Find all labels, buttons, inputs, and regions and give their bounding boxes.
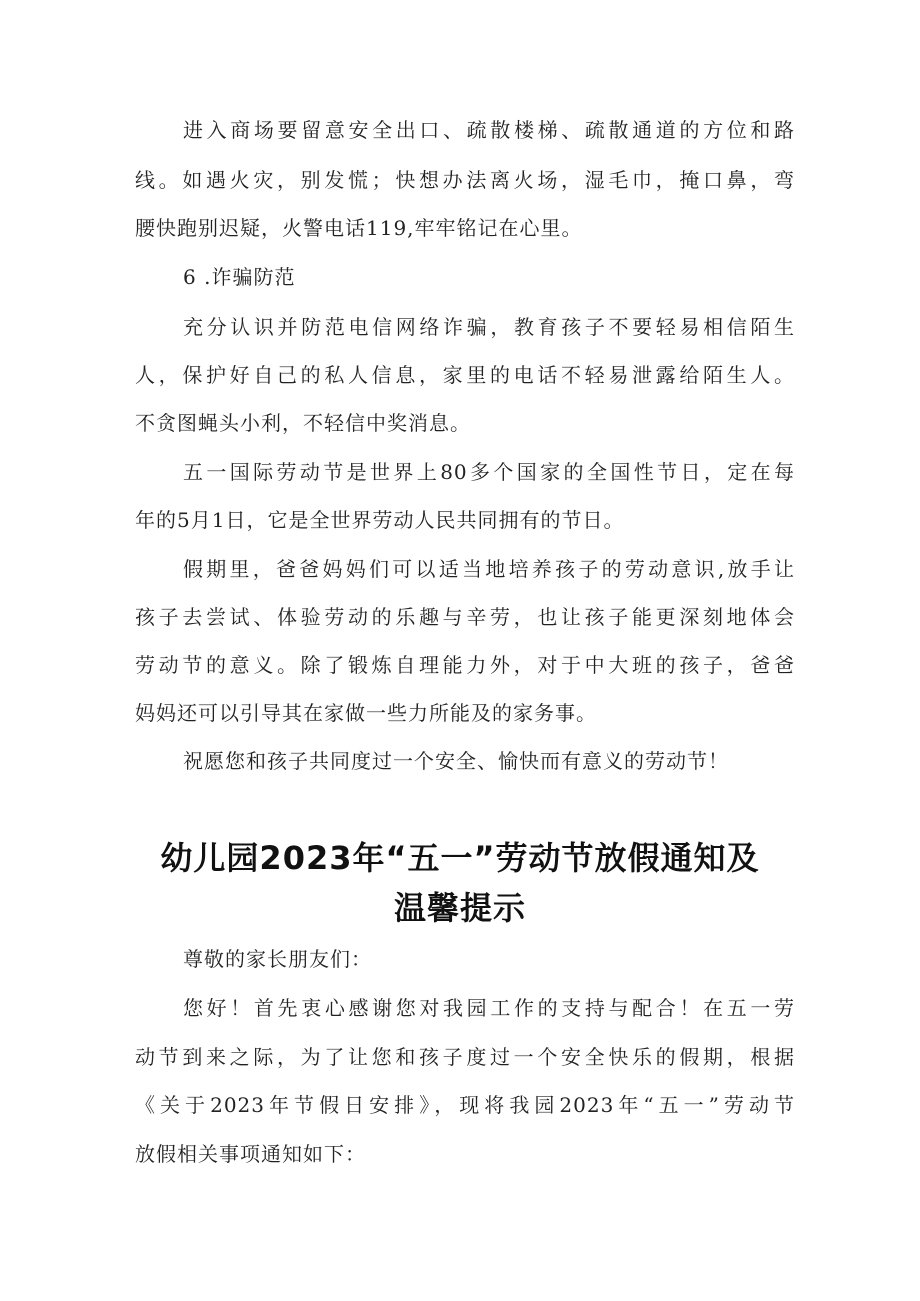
paragraph-line: 动节到来之际，为了让您和孩子度过一个安全快乐的假期，根据 bbox=[135, 1045, 795, 1069]
paragraph-line: 线。如遇火灾，别发慌；快想办法离火场，湿毛巾，掩口鼻，弯 bbox=[135, 168, 795, 192]
paragraph-line: 放假相关事项通知如下： bbox=[135, 1142, 366, 1166]
paragraph-line: 年的5月1日，它是全世界劳动人民共同拥有的节日。 bbox=[135, 508, 625, 532]
document-title-continued: 温馨提示 bbox=[393, 889, 526, 927]
paragraph-line: 孩子去尝试、体验劳动的乐趣与辛劳，也让孩子能更深刻地体会 bbox=[135, 605, 795, 629]
paragraph-line: 腰快跑别迟疑，火警电话119,牢牢铭记在心里。 bbox=[135, 216, 583, 240]
paragraph-line: 《关于2023年节假日安排》，现将我园2023年“五一”劳动节 bbox=[135, 1093, 795, 1117]
paragraph-line: 假期里，爸爸妈妈们可以适当地培养孩子的劳动意识,放手让 bbox=[183, 557, 795, 581]
document-title: 幼儿园2023年“五一”劳动节放假通知及 bbox=[160, 839, 760, 877]
paragraph-line: 充分认识并防范电信网络诈骗，教育孩子不要轻易相信陌生 bbox=[183, 315, 795, 339]
paragraph-line: 不贪图蝇头小利，不轻信中奖消息。 bbox=[135, 411, 471, 435]
paragraph-line: 您好！首先衷心感谢您对我园工作的支持与配合！在五一劳 bbox=[183, 996, 795, 1020]
section-heading: 6 .诈骗防范 bbox=[183, 265, 296, 289]
paragraph-line: 妈妈还可以引导其在家做一些力所能及的家务事。 bbox=[135, 701, 597, 725]
paragraph-line: 祝愿您和孩子共同度过一个安全、愉快而有意义的劳动节！ bbox=[183, 749, 729, 773]
salutation: 尊敬的家长朋友们： bbox=[183, 947, 372, 971]
paragraph-line: 五一国际劳动节是世界上80多个国家的全国性节日，定在每 bbox=[183, 460, 795, 484]
paragraph-line: 进入商场要留意安全出口、疏散楼梯、疏散通道的方位和路 bbox=[183, 118, 795, 142]
paragraph-line: 劳动节的意义。除了锻炼自理能力外，对于中大班的孩子，爸爸 bbox=[135, 653, 795, 677]
paragraph-line: 人，保护好自己的私人信息，家里的电话不轻易泄露给陌生人。 bbox=[135, 363, 795, 387]
